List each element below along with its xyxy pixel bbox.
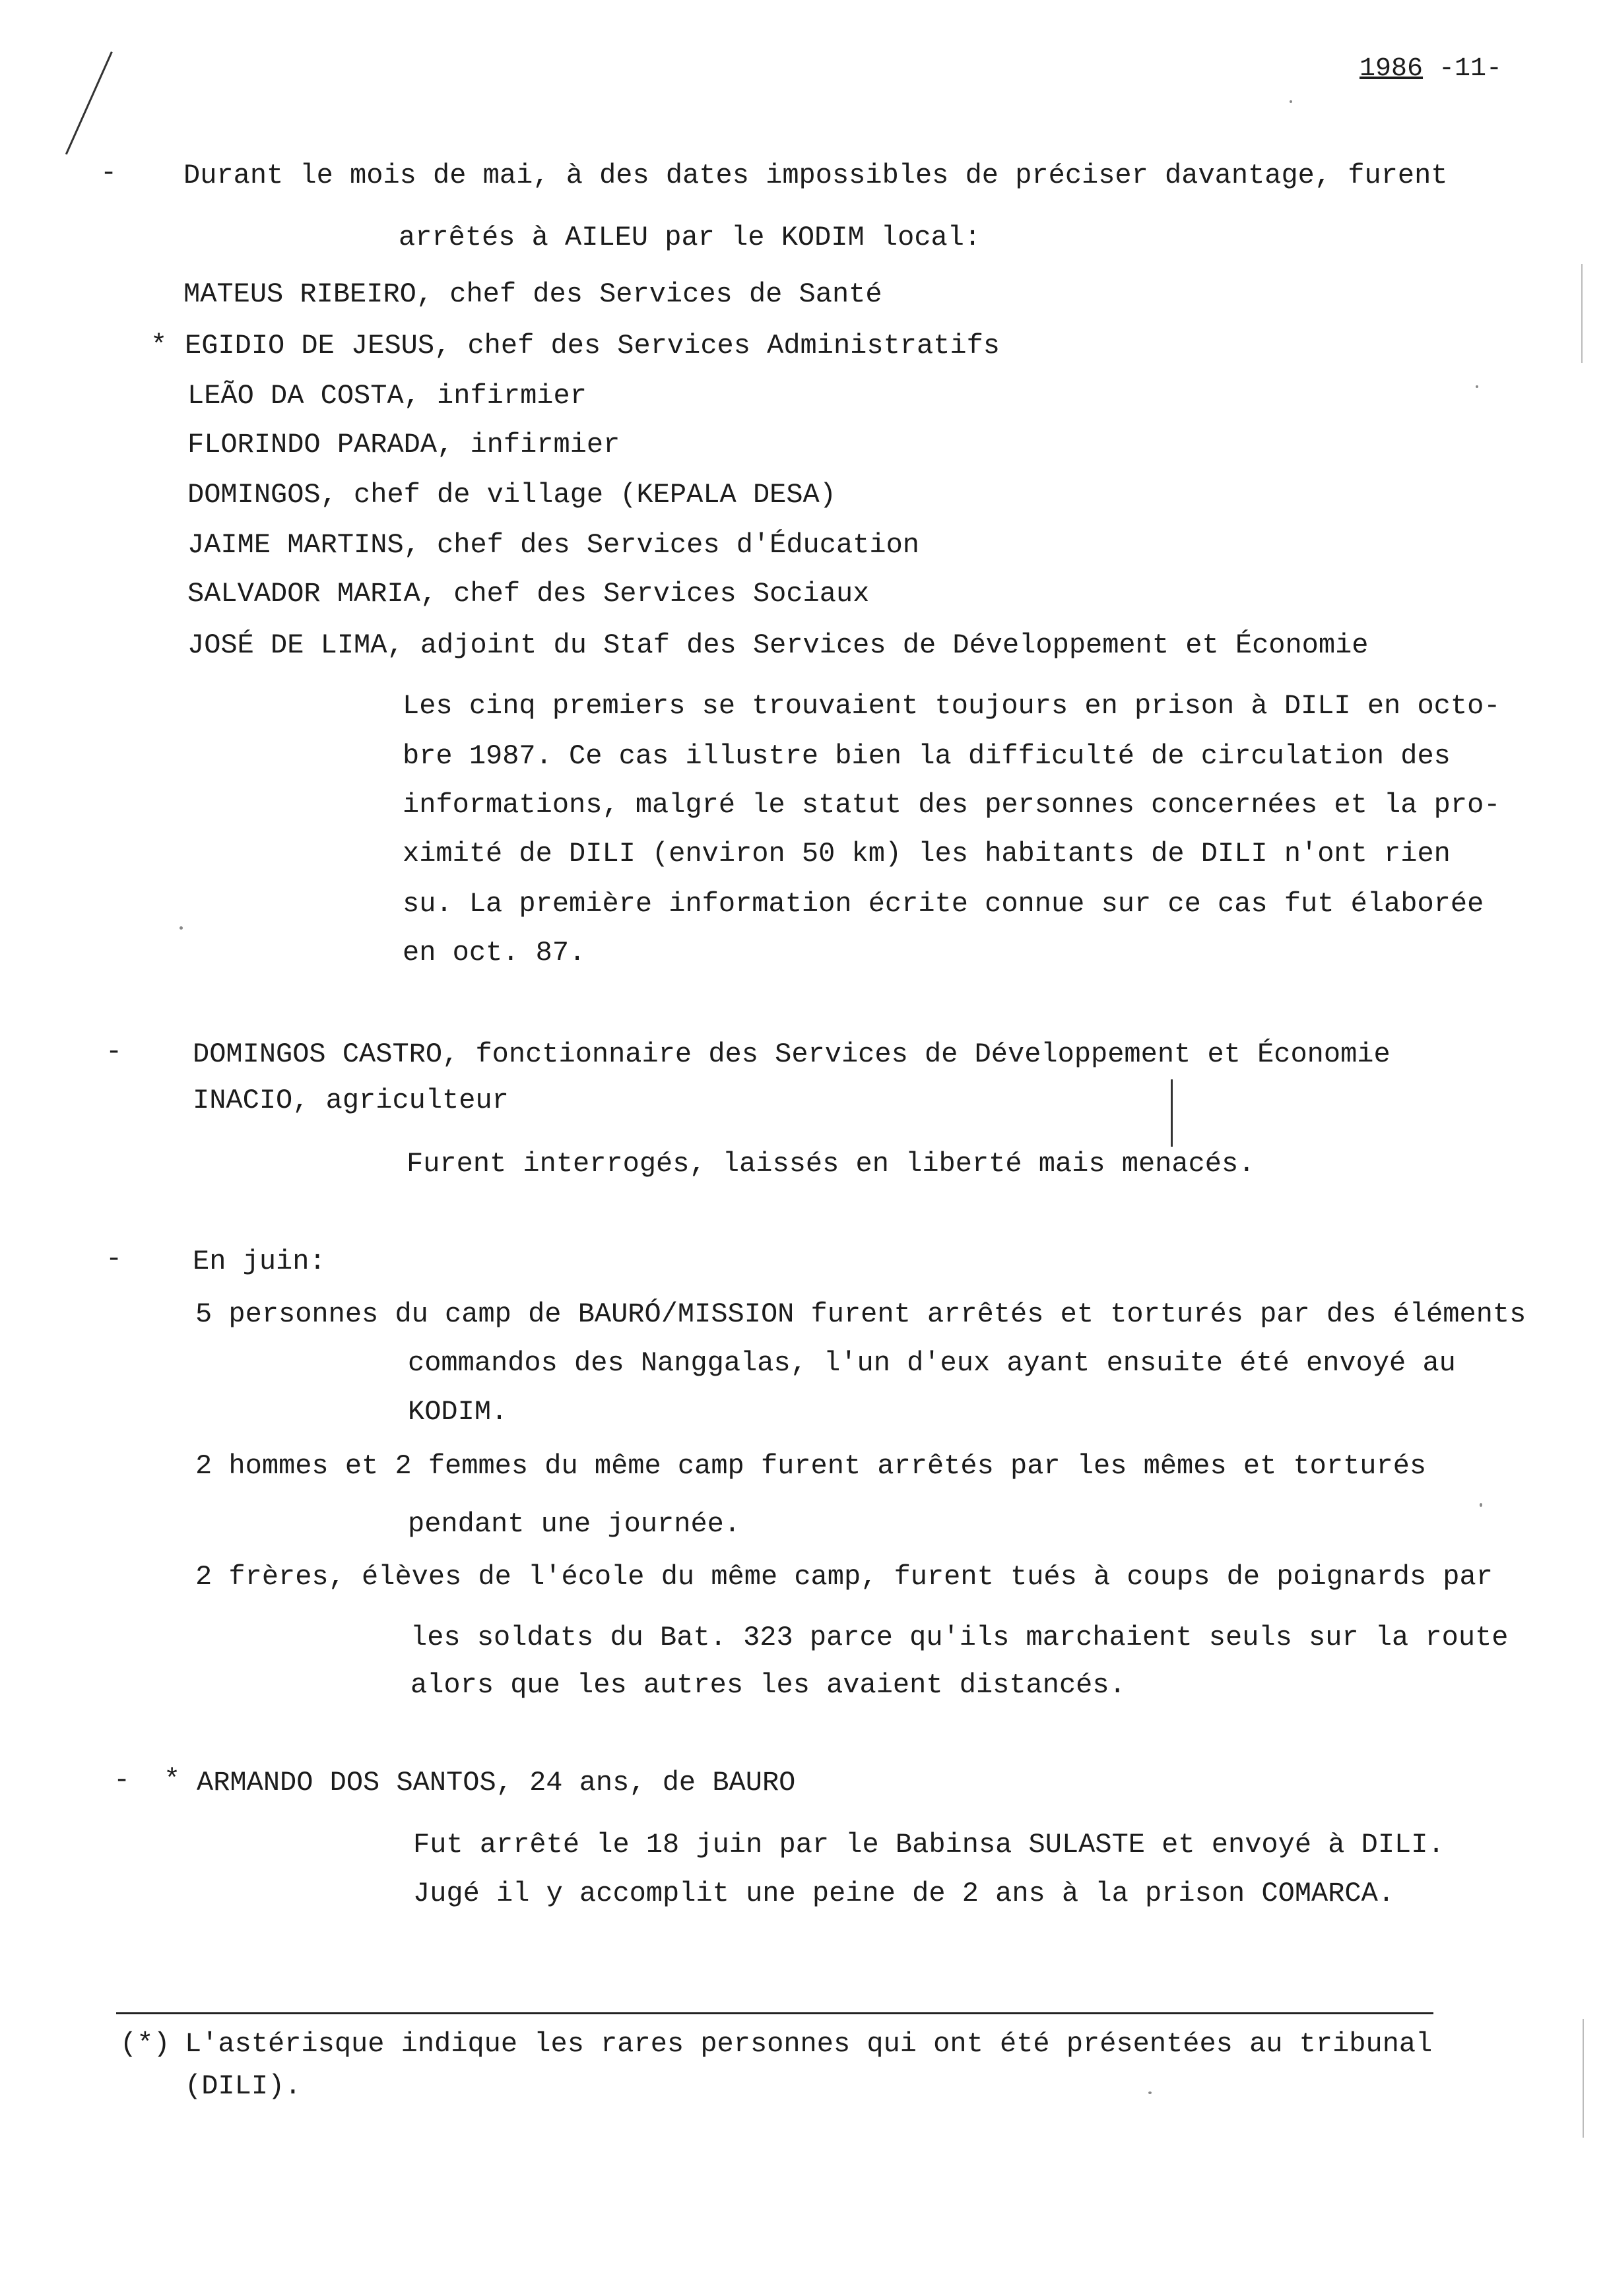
section1-name-5: DOMINGOS, chef de village (KEPALA DESA) bbox=[187, 479, 836, 511]
section4-line1: Fut arrêté le 18 juin par le Babinsa SULASTE et envoyé à DILI. bbox=[413, 1829, 1445, 1861]
scan-speck bbox=[1290, 100, 1292, 103]
footnote-marker: (*) bbox=[120, 2028, 170, 2060]
section3-item3-line2: les soldats du Bat. 323 parce qu'ils marchaient seuls sur la route bbox=[410, 1622, 1509, 1653]
section3-dash: - bbox=[106, 1243, 123, 1275]
section4-dash: - bbox=[114, 1764, 131, 1796]
section1-name-4: FLORINDO PARADA, infirmier bbox=[187, 429, 620, 461]
section1-name-8: JOSÉ DE LIMA, adjoint du Staf des Services de Développement et Économie bbox=[187, 629, 1369, 661]
section3-item3-line1: 2 frères, élèves de l'école du même camp, furent tués à coups de poignards par bbox=[195, 1561, 1493, 1593]
section1-para-line4: ximité de DILI (environ 50 km) les habitants de DILI n'ont rien bbox=[403, 838, 1451, 870]
scan-speck bbox=[1148, 2091, 1152, 2094]
section2-line2: INACIO, agriculteur bbox=[193, 1085, 509, 1116]
section2-dash: - bbox=[106, 1036, 123, 1068]
section4-star: * bbox=[164, 1764, 181, 1796]
scan-speck bbox=[180, 926, 183, 930]
margin-vertical-mark bbox=[1171, 1079, 1173, 1147]
section1-para-line5: su. La première information écrite connue sur ce cas fut élaborée bbox=[403, 888, 1484, 920]
section3-item3-line3: alors que les autres les avaient distancés. bbox=[410, 1669, 1126, 1701]
scan-edge-mark bbox=[1583, 2019, 1584, 2138]
footnote-separator bbox=[116, 2012, 1433, 2014]
footnote-line2: (DILI). bbox=[185, 2070, 302, 2102]
section1-intro-line1: Durant le mois de mai, à des dates impossibles de préciser davantage, furent bbox=[183, 160, 1448, 191]
section1-name-7: SALVADOR MARIA, chef des Services Sociaux bbox=[187, 578, 870, 610]
section1-name-1: MATEUS RIBEIRO, chef des Services de Santé bbox=[183, 278, 882, 310]
section1-para-line1: Les cinq premiers se trouvaient toujours en prison à DILI en octo- bbox=[403, 690, 1501, 722]
section1-name-6: JAIME MARTINS, chef des Services d'Éducation bbox=[187, 529, 919, 561]
section1-star: * bbox=[150, 330, 168, 362]
section2-line1: DOMINGOS CASTRO, fonctionnaire des Services de Développement et Économie bbox=[193, 1038, 1391, 1070]
scan-speck bbox=[1476, 385, 1478, 388]
section2-note: Furent interrogés, laissés en liberté mais menacés. bbox=[407, 1148, 1255, 1180]
section3-item1-line1: 5 personnes du camp de BAURÓ/MISSION furent arrêtés et torturés par des éléments bbox=[195, 1298, 1526, 1330]
section1-para-line6: en oct. 87. bbox=[403, 937, 586, 969]
scan-speck bbox=[1480, 1503, 1482, 1507]
section3-item2-line2: pendant une journée. bbox=[408, 1508, 741, 1540]
section1-para-line3: informations, malgré le statut des personnes concernées et la pro- bbox=[403, 789, 1501, 821]
section1-name-2: EGIDIO DE JESUS, chef des Services Administratifs bbox=[185, 330, 1000, 362]
header-page-number: -11- bbox=[1439, 54, 1503, 84]
scan-edge-mark bbox=[1581, 264, 1583, 363]
section1-para-line2: bre 1987. Ce cas illustre bien la difficulté de circulation des bbox=[403, 740, 1451, 772]
section1-name-3: LEÃO DA COSTA, infirmier bbox=[187, 380, 587, 412]
footnote-line1: L'astérisque indique les rares personnes qui ont été présentées au tribunal bbox=[185, 2028, 1433, 2060]
section4-name: ARMANDO DOS SANTOS, 24 ans, de BAURO bbox=[197, 1767, 796, 1799]
section3-head: En juin: bbox=[193, 1246, 326, 1277]
section3-item1-line2: commandos des Nanggalas, l'un d'eux ayant ensuite été envoyé au bbox=[408, 1347, 1456, 1379]
header-year: 1986 bbox=[1359, 54, 1424, 84]
margin-slash-mark bbox=[65, 51, 113, 155]
section3-item1-line3: KODIM. bbox=[408, 1396, 508, 1428]
section4-line2: Jugé il y accomplit une peine de 2 ans à la prison COMARCA. bbox=[413, 1878, 1395, 1909]
page-header bbox=[1328, 20, 1502, 86]
section1-intro-line2: arrêtés à AILEU par le KODIM local: bbox=[399, 222, 981, 253]
section1-dash: - bbox=[100, 157, 117, 189]
section3-item2-line1: 2 hommes et 2 femmes du même camp furent arrêtés par les mêmes et torturés bbox=[195, 1450, 1427, 1482]
